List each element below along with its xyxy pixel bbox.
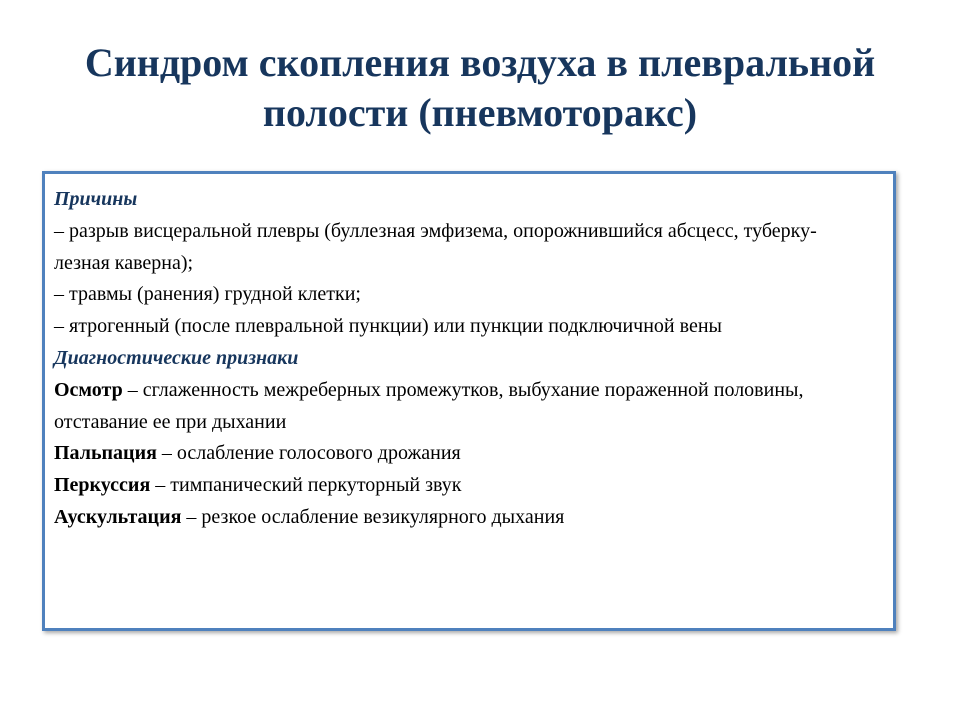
percussion-text: – тимпанический перкуторный звук [150, 474, 462, 497]
palpation-text: – ослабление голосового дрожания [156, 442, 461, 465]
palpation-line [54, 438, 881, 470]
slide-title-line-2: полости (пневмоторакс) [262, 90, 698, 135]
content-box [42, 171, 896, 631]
percussion-line [54, 470, 881, 502]
inspection-line [54, 375, 824, 407]
auscultation-text: – резкое ослабление везикулярного дыхания [181, 505, 565, 528]
cause-line-1: – разрыв висцеральной плевры (буллезная эмфизема, опорожнившийся абсцесс, туберку- [54, 219, 817, 242]
cause-line-3: – травмы (ранения) грудной клетки; [54, 283, 361, 306]
auscultation-term: Аускультация [54, 505, 182, 528]
inspection-term: Осмотр [54, 378, 123, 401]
palpation-term: Пальпация [54, 442, 157, 465]
auscultation-line [54, 502, 881, 534]
causes-heading: Причины [54, 188, 138, 210]
cause-line-4: – ятрогенный (после плевральной пункции) или пункции подключичной вены [54, 315, 722, 338]
slide-title-line-1: Синдром скопления воздуха в плевральной [84, 40, 876, 85]
slide-title [40, 38, 920, 138]
diagnostics-heading: Диагностические признаки [54, 346, 299, 369]
percussion-term: Перкуссия [54, 474, 151, 497]
inspection-text: – сглаженность межреберных промежутков, выбухание пораженной половины, [122, 378, 804, 401]
cause-line-2: лезная каверна); [54, 251, 194, 274]
inspection-continuation: отставание ее при дыхании [54, 410, 287, 433]
